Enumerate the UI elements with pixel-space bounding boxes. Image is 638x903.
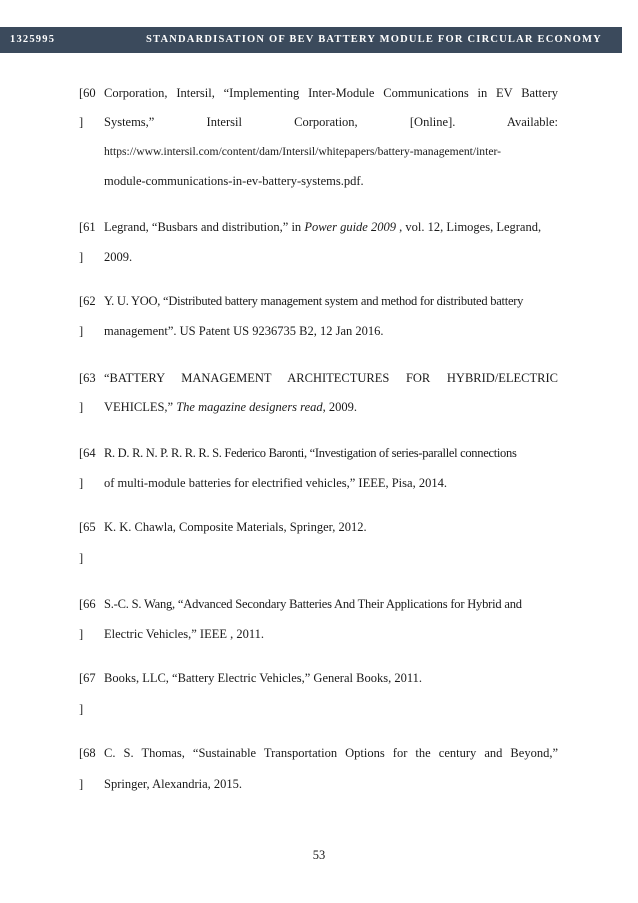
reference-line: module-communications-in-ev-battery-systems.pdf. (104, 174, 364, 188)
running-header (0, 27, 622, 53)
student-id: 1325995 (10, 34, 56, 45)
reference-line: 2009. (104, 250, 133, 264)
reference-line: C. S. Thomas, “Sustainable Transportation Options for the century and Beyond,” (104, 746, 558, 760)
reference-line: of multi-module batteries for electrified vehicles,” IEEE, Pisa, 2014. (104, 476, 447, 490)
reference-line: S.-C. S. Wang, “Advanced Secondary Batteries And Their Applications for Hybrid and (104, 597, 522, 611)
reference-line: Y. U. YOO, “Distributed battery management system and method for distributed battery (104, 294, 524, 308)
reference-line: VEHICLES,” The magazine designers read, 2009. (104, 400, 357, 414)
reference-label-bracket: ] (79, 627, 84, 641)
reference-label-bracket: ] (79, 250, 84, 264)
reference-line: R. D. R. N. P. R. R. R. S. Federico Baronti, “Investigation of series-parallel connections (104, 446, 517, 460)
reference-label: [64 (79, 446, 96, 460)
reference-line: Systems,” Intersil Corporation, [Online]. Available: (104, 115, 558, 129)
reference-line: management”. US Patent US 9236735 B2, 12 Jan 2016. (104, 324, 384, 338)
reference-label-bracket: ] (79, 702, 84, 716)
reference-label: [66 (79, 597, 96, 611)
reference-url[interactable]: https://www.intersil.com/content/dam/Intersil/whitepapers/battery-management/inter- (104, 145, 501, 158)
reference-label: [67 (79, 671, 96, 685)
reference-label-bracket: ] (79, 777, 84, 791)
reference-label-bracket: ] (79, 115, 84, 129)
reference-label-bracket: ] (79, 400, 84, 414)
document-title: STANDARDISATION OF BEV BATTERY MODULE FOR CIRCULAR ECONOMY (146, 34, 602, 45)
page-number: 53 (312, 848, 326, 862)
reference-line: Legrand, “Busbars and distribution,” in Power guide 2009 , vol. 12, Limoges, Legrand, (104, 220, 542, 234)
reference-line: Books, LLC, “Battery Electric Vehicles,” General Books, 2011. (104, 671, 422, 685)
reference-label: [61 (79, 220, 96, 234)
reference-label: [62 (79, 294, 96, 308)
reference-label: [68 (79, 746, 96, 760)
reference-line: Corporation, Intersil, “Implementing Inter-Module Communications in EV Battery (104, 86, 558, 100)
reference-label-bracket: ] (79, 551, 84, 565)
reference-line: Springer, Alexandria, 2015. (104, 777, 243, 791)
reference-line: Electric Vehicles,” IEEE , 2011. (104, 627, 265, 641)
reference-line: K. K. Chawla, Composite Materials, Springer, 2012. (104, 520, 367, 534)
reference-line: “BATTERY MANAGEMENT ARCHITECTURES FOR HYBRID/ELECTRIC (104, 371, 558, 385)
reference-label: [65 (79, 520, 96, 534)
reference-label-bracket: ] (79, 324, 84, 338)
reference-label-bracket: ] (79, 476, 84, 490)
reference-label: [60 (79, 86, 96, 100)
reference-label: [63 (79, 371, 96, 385)
